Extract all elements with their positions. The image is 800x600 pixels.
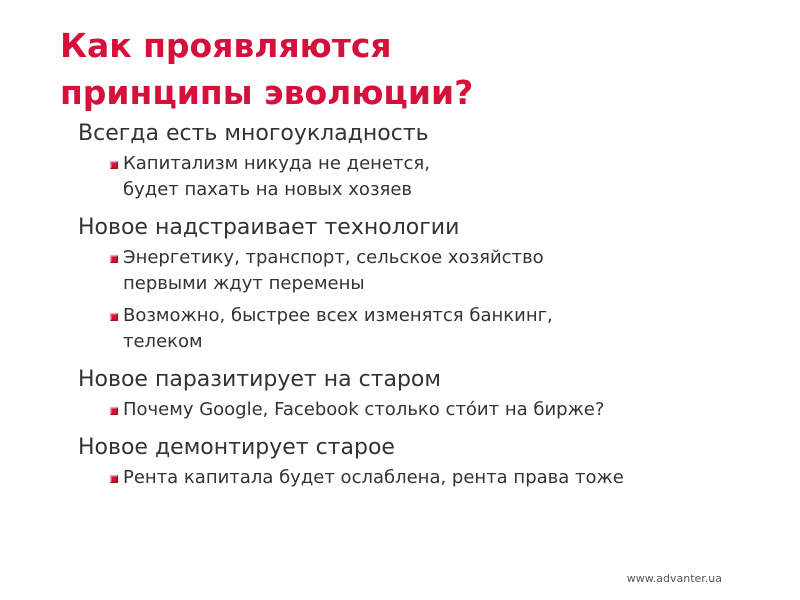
square-bullet-icon — [110, 255, 118, 263]
sub-list — [78, 397, 778, 423]
sub-list-item — [78, 465, 778, 491]
sub-list — [78, 465, 778, 491]
section-parasitism — [78, 363, 778, 423]
section-multistructure — [78, 117, 778, 203]
sub-list-item — [78, 245, 778, 297]
section-heading: Новое паразитирует на старом — [78, 367, 441, 392]
footer-website: www.advanter.ua — [626, 572, 722, 585]
slide-content — [78, 117, 778, 491]
slide-title — [60, 22, 473, 116]
item-line: первыми ждут перемены — [123, 273, 365, 294]
section-technologies — [78, 211, 778, 355]
section-heading: Новое надстраивает технологии — [78, 215, 460, 240]
item-line: телеком — [123, 331, 203, 352]
square-bullet-icon — [110, 475, 118, 483]
slide-title-line-1: Как проявляются — [60, 26, 392, 65]
item-line: Капитализм никуда не денется, — [123, 153, 430, 174]
square-bullet-icon — [110, 161, 118, 169]
sub-list-item — [78, 397, 778, 423]
sub-list — [78, 151, 778, 203]
square-bullet-icon — [110, 407, 118, 415]
item-line: Почему Google, Facebook столько сто́ит на бирже? — [123, 399, 605, 420]
item-line: Энергетику, транспорт, сельское хозяйство — [123, 247, 544, 268]
slide-title-line-2: принципы эволюции? — [60, 73, 474, 112]
section-dismantling — [78, 431, 778, 491]
sub-list — [78, 245, 778, 355]
item-line: Рента капитала будет ослаблена, рента права тоже — [123, 467, 624, 488]
sub-list-item — [78, 151, 778, 203]
item-line: будет пахать на новых хозяев — [123, 179, 413, 200]
section-heading: Новое демонтирует старое — [78, 435, 395, 460]
item-line: Возможно, быстрее всех изменятся банкинг, — [123, 305, 553, 326]
square-bullet-icon — [110, 313, 118, 321]
section-heading: Всегда есть многоукладность — [78, 121, 429, 146]
sub-list-item — [78, 303, 778, 355]
